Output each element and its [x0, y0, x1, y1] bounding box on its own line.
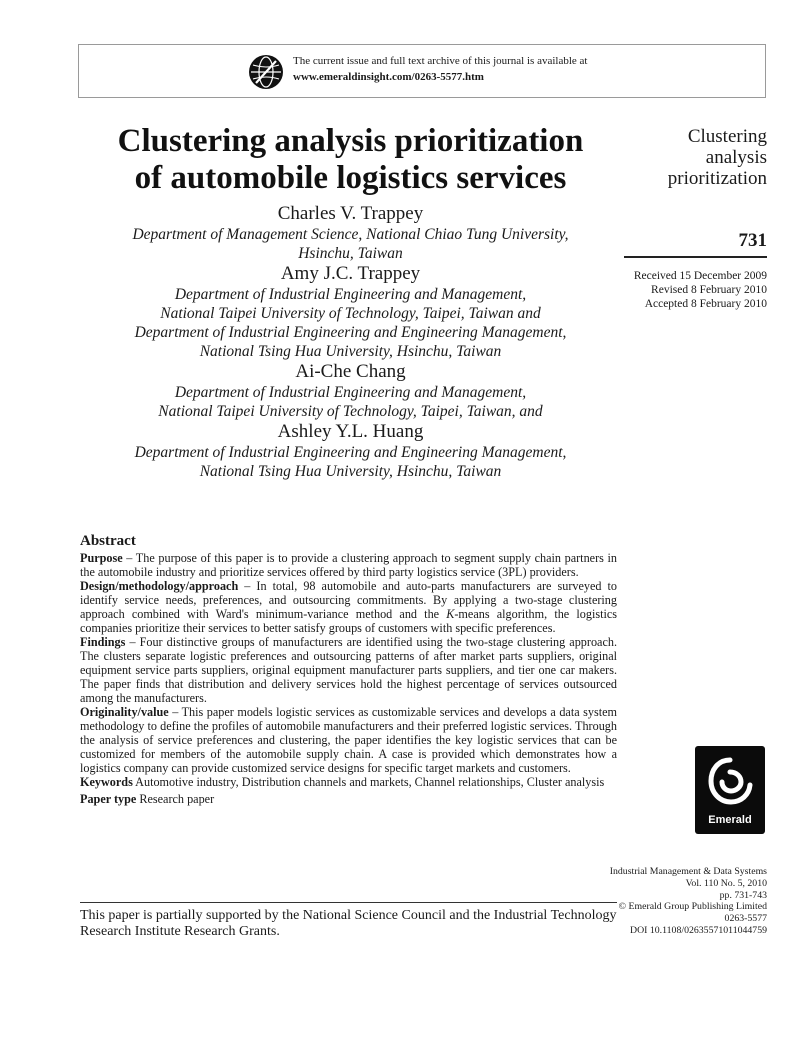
abstract-purpose — [80, 551, 617, 579]
purpose-label: Purpose — [80, 551, 123, 565]
doi: DOI 10.1108/02635571011044759 — [630, 924, 767, 936]
design-k-symbol: K — [446, 607, 455, 621]
author-affiliation-line: National Taipei University of Technology, Taipei, Taiwan and — [160, 305, 541, 322]
abstract-section — [80, 532, 617, 806]
journal-name: Industrial Management & Data Systems — [609, 866, 767, 877]
publication-info — [600, 866, 767, 937]
page-number: 731 — [738, 230, 767, 251]
footnote-divider — [80, 902, 617, 903]
findings-label: Findings — [80, 635, 126, 649]
design-text: – In total, 98 automobile and auto-parts manufacturers are surveyed to identify service needs, preferences, and outsourcing commitments. By applying a two-stage clustering approach combined with Ward's minimum-variance method and the — [80, 579, 617, 621]
banner-text: The current issue and full text archive of this journal is available at — [293, 55, 588, 67]
author-affiliation-line: Department of Industrial Engineering and Management, — [174, 286, 527, 303]
author-name: Charles V. Trappey — [277, 203, 424, 224]
findings-text: – Four distinctive groups of manufacturers are identified using the two-stage clustering approach. The clusters separate logistic preferences and outsourcing patterns of after market parts suppliers, original equipment service parts suppliers, original equipment manufacturer parts suppliers, and tier one car makers. The paper finds that distribution and delivery services hold the highest percentage of services outsourced among the manufacturers. — [80, 635, 617, 705]
paper-type-label: Paper type — [80, 792, 137, 806]
author-block — [78, 203, 623, 481]
journal-archive-banner — [78, 44, 766, 98]
abstract-heading: Abstract — [80, 533, 136, 549]
author-affiliation-line: Department of Industrial Engineering and Management, — [174, 384, 527, 401]
author-name: Amy J.C. Trappey — [280, 263, 421, 284]
abstract-design — [80, 579, 617, 635]
funding-footnote: This paper is partially supported by the National Science Council and the Industrial Technology Research Institute Research Grants. — [80, 908, 617, 939]
design-text-cont: -means algorithm, the logistics companies prioritize their services to better satisfy groups of customers with specific preferences. — [80, 607, 617, 635]
globe-icon — [247, 53, 285, 91]
keywords-text: Automotive industry, Distribution channels and markets, Channel relationships, Cluster analysis — [132, 775, 605, 789]
paper-type-text: Research paper — [136, 792, 215, 806]
author-name: Ashley Y.L. Huang — [277, 421, 424, 442]
banner-url-link[interactable]: www.emeraldinsight.com/0263-5577.htm — [293, 71, 484, 83]
publisher: © Emerald Group Publishing Limited — [618, 901, 767, 913]
originality-label: Originality/value — [80, 705, 169, 719]
keywords-label: Keywords — [80, 775, 133, 789]
page-number-divider — [624, 256, 767, 258]
author-affiliation-line: Department of Industrial Engineering and Engineering Management, — [134, 324, 567, 341]
author-affiliation-line: Department of Management Science, National Chiao Tung University, — [132, 226, 569, 243]
title-line-2: of automobile logistics services — [134, 160, 567, 196]
author-affiliation-line: National Taipei University of Technology, Taipei, Taiwan, and — [158, 403, 543, 420]
title-line-1: Clustering analysis prioritization — [117, 123, 584, 159]
running-title-line: prioritization — [667, 168, 767, 189]
received-date: Received 15 December 2009 — [633, 270, 767, 282]
abstract-originality — [80, 705, 617, 775]
author-affiliation-line: National Tsing Hua University, Hsinchu, Taiwan — [199, 343, 502, 360]
abstract-findings — [80, 635, 617, 705]
revised-date: Revised 8 February 2010 — [651, 284, 767, 296]
abstract-paper-type — [80, 792, 617, 806]
emerald-logo — [695, 746, 765, 834]
emerald-swirl-icon — [706, 754, 754, 810]
purpose-text: – The purpose of this paper is to provide a clustering approach to segment supply chain partners in the automobile industry and prioritize services offered by third party logistics service (3PL) providers. — [80, 551, 617, 579]
abstract-keywords — [80, 775, 617, 789]
volume-info: Vol. 110 No. 5, 2010 — [685, 877, 767, 889]
issn: 0263-5577 — [724, 913, 767, 925]
running-title — [600, 126, 767, 189]
author-affiliation-line: Department of Industrial Engineering and Engineering Management, — [134, 444, 567, 461]
design-label: Design/methodology/approach — [80, 579, 239, 593]
emerald-logo-text: Emerald — [708, 814, 752, 826]
running-title-line: analysis — [705, 147, 767, 168]
author-affiliation-line: Hsinchu, Taiwan — [298, 245, 403, 262]
paper-title — [78, 123, 623, 197]
accepted-date: Accepted 8 February 2010 — [644, 298, 767, 310]
submission-dates — [600, 269, 767, 311]
author-affiliation-line: National Tsing Hua University, Hsinchu, Taiwan — [199, 463, 502, 480]
running-title-line: Clustering — [687, 126, 767, 147]
originality-text: – This paper models logistic services as customizable services and develops a data system methodology to define the profiles of automobile manufacturers and their preferred logistic services. Through the analysis of service preferences and clustering, the paper identifies the key logistic services that can be customized for members of the automobile supply chain. A case is provided which demonstrates how a logistics company can provide customized service designs for specific target markets and customers. — [80, 705, 617, 775]
author-name: Ai-Che Chang — [295, 361, 406, 382]
page-range: pp. 731-743 — [719, 889, 767, 901]
